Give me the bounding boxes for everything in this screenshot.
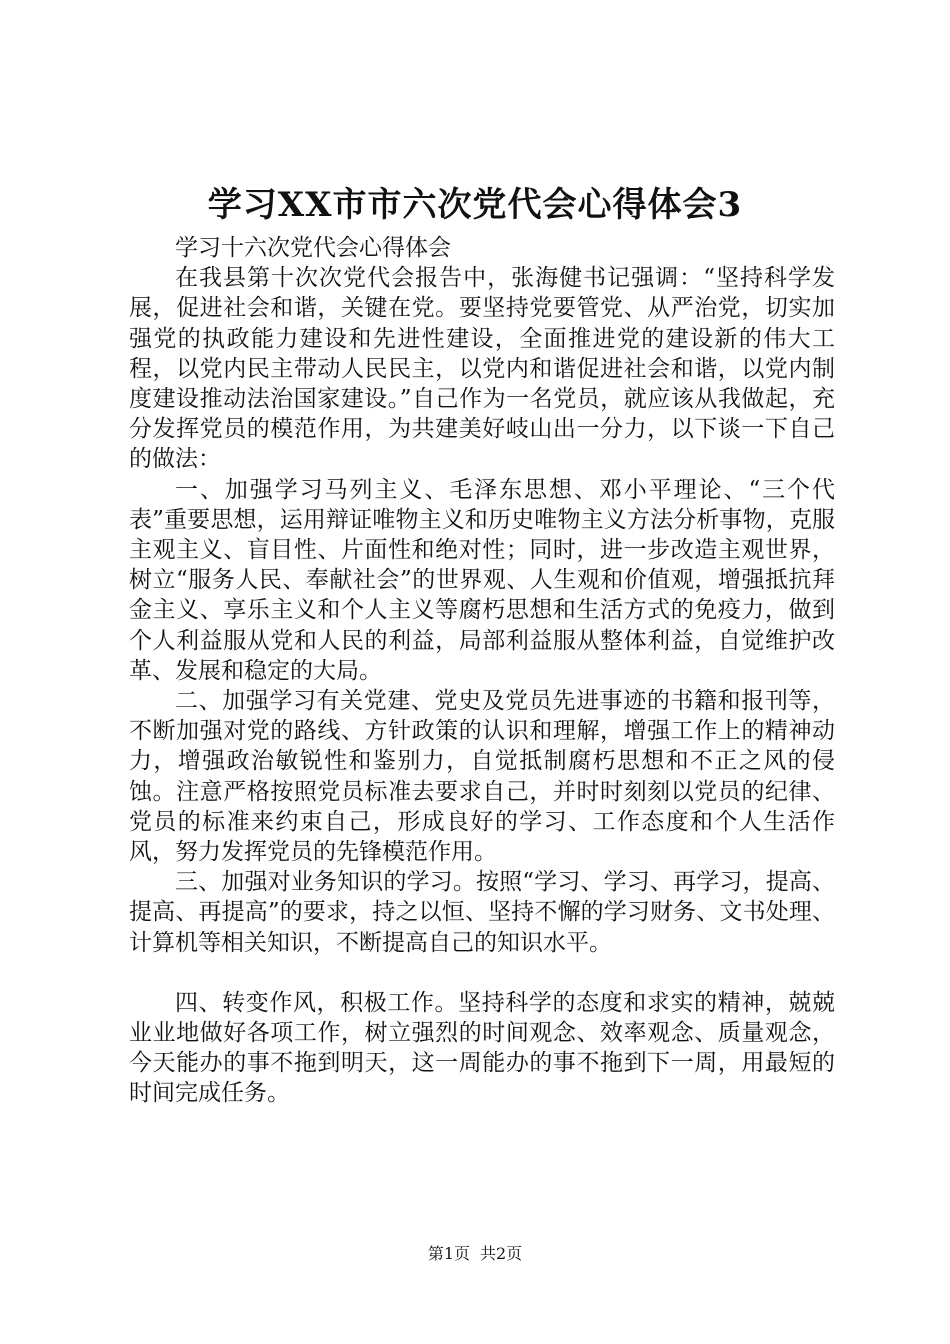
paragraph-point-1: 一、加强学习马列主义、毛泽东思想、邓小平理论、“三个代表”重要思想，运用辩证唯物主义和历史唯物主义方法分析事物，克服主观主义、盲目性、片面性和绝对性；同时，进一步改造主观世界，树立“服务人民、奉献社会”的世界观、人生观和价值观，增强抵抗拜金主义、享乐主义和个人主义等腐朽思想和生活方式的免疫力，做到个人利益服从党和人民的利益，局部利益服从整体利益，自觉维护改革、发展和稳定的大局。	[129, 476, 835, 684]
paragraph-point-2: 二、加强学习有关党建、党史及党员先进事迹的书籍和报刊等，不断加强对党的路线、方针政策的认识和理解，增强工作上的精神动力，增强政治敏锐性和鉴别力，自觉抵制腐朽思想和不正之风的侵蚀。注意严格按照党员标准去要求自己，并时时刻刻以党员的纪律、党员的标准来约束自己，形成良好的学习、工作态度和个人生活作风，努力发挥党员的先锋模范作用。	[129, 688, 835, 866]
document-title: 学习XX市市六次党代会心得体会3	[207, 185, 743, 225]
document-body	[129, 233, 835, 1109]
paragraph-intro: 在我县第十次次党代会报告中，张海健书记强调：“坚持科学发展，促进社会和谐，关键在党。要坚持党要管党、从严治党，切实加强党的执政能力建设和先进性建设，全面推进党的建设新的伟大工程，以党内民主带动人民民主，以党内和谐促进社会和谐，以党内制度建设推动法治国家建设。”自己作为一名党员，就应该从我做起，充分发挥党员的模范作用，为共建美好岐山出一分力，以下谈一下自己的做法：	[129, 265, 835, 473]
page-footer	[0, 1242, 950, 1266]
paragraph-point-4: 四、转变作风，积极工作。坚持科学的态度和求实的精神，兢兢业业地做好各项工作，树立强烈的时间观念、效率观念、质量观念，今天能办的事不拖到明天，这一周能办的事不拖到下一周，用最短的时间完成任务。	[129, 989, 835, 1107]
page-total: 共2页	[480, 1244, 523, 1263]
document-subtitle: 学习十六次党代会心得体会	[175, 235, 451, 261]
page-number: 第1页	[427, 1244, 470, 1263]
paragraph-point-3: 三、加强对业务知识的学习。按照“学习、学习、再学习，提高、提高、再提高”的要求，持之以恒、坚持不懈的学习财务、文书处理、计算机等相关知识，不断提高自己的知识水平。	[129, 869, 835, 956]
